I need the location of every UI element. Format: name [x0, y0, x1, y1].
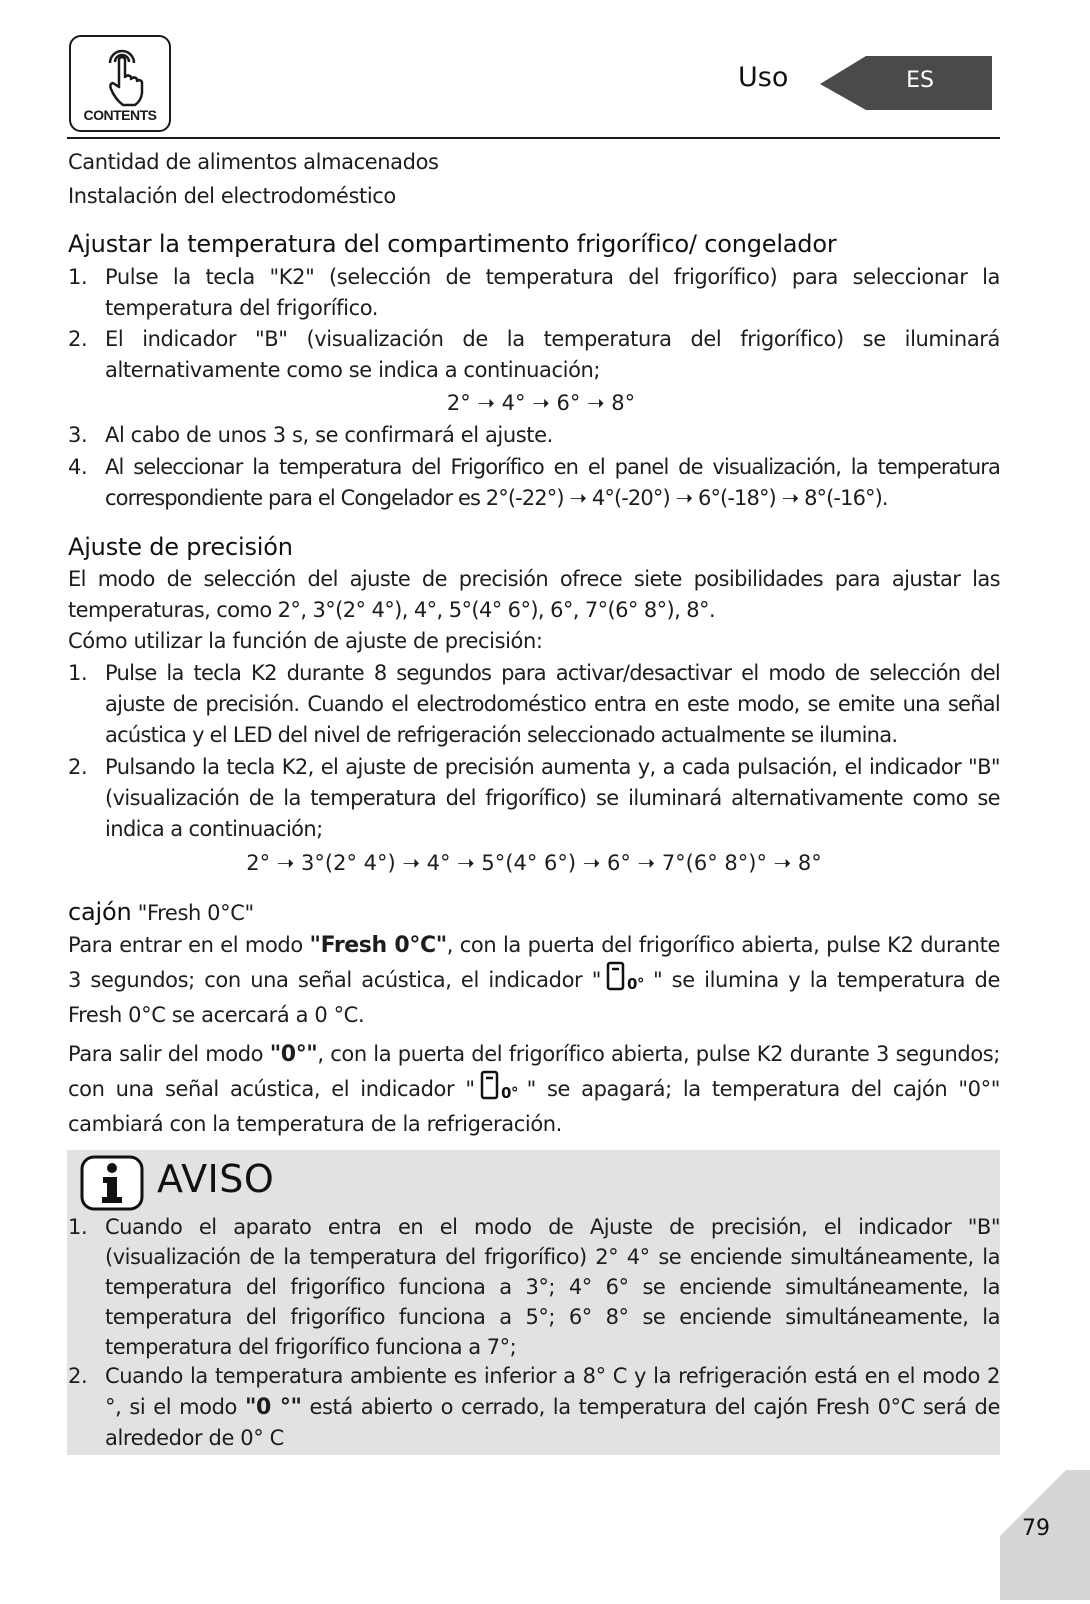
adjust-item-1-number: 1.: [68, 265, 88, 289]
intro-line-1: Cantidad de alimentos almacenados: [68, 150, 439, 174]
aviso-zero-mode: "0 °": [244, 1395, 302, 1420]
adjust-sequence: 2° ➝ 4° ➝ 6° ➝ 8°: [446, 391, 636, 415]
fresh-zero-icon: [479, 1070, 523, 1109]
info-icon: [80, 1155, 144, 1215]
precision-item-1-number: 1.: [68, 661, 88, 685]
precision-paragraph-1: El modo de selección del ajuste de precisión ofrece siete posibilidades para ajustar las temperaturas, como 2°, 3°(2° 4°), 4°, 5°(4° 6°), 6°, 7°(6° 8°), 8°.: [68, 567, 1000, 622]
aviso-item-2-text-a: Cuando la temperatura ambiente es inferior a 8° C y la refrigeración está en el modo 2 °, si el modo: [105, 1364, 1000, 1419]
touch-hand-icon: [97, 41, 147, 107]
adjust-item-2: El indicador "B" (visualización de la temperatura del frigorífico) se iluminará alternativamente como se indica a continuación;: [105, 327, 1000, 382]
aviso-item-2-number: 2.: [68, 1364, 88, 1388]
adjust-item-3: Al cabo de unos 3 s, se confirmará el ajuste.: [105, 423, 553, 447]
intro-line-2: Instalación del electrodoméstico: [68, 184, 396, 208]
language-label: ES: [906, 68, 934, 93]
fresh-heading-word: cajón: [68, 898, 132, 926]
fresh-heading: [68, 896, 254, 929]
adjust-item-4-number: 4.: [68, 455, 88, 479]
precision-sequence: 2° ➝ 3°(2° 4°) ➝ 4° ➝ 5°(4° 6°) ➝ 6° ➝ 7°(6° 8°)° ➝ 8°: [246, 851, 822, 875]
precision-item-1: Pulse la tecla K2 durante 8 segundos para activar/desactivar el modo de selección del ajuste de precisión. Cuando el electrodoméstico entra en este modo, se emite una señal acústica y el LED del nivel de refrigeración seleccionado actualmente se ilumina.: [105, 661, 1000, 747]
fresh-p2-text-b: , con la puerta del frigorífico abierta, pulse K2 durante 3 segundos; con una señal acústica, el indicador ": [68, 1042, 1000, 1101]
fresh-p1-text-c: " se ilumina y la temperatura de Fresh 0°C se acercará a 0 °C.: [68, 968, 1000, 1027]
fresh-p2-text-c: " se apagará; la temperatura del cajón "0°" cambiará con la temperatura de la refrigeración.: [68, 1077, 1000, 1136]
language-tab: [820, 56, 1000, 112]
svg-text:0°: 0°: [500, 1084, 518, 1100]
header-divider: [67, 137, 1000, 139]
aviso-title: AVISO: [157, 1157, 275, 1201]
fresh-heading-rest: "Fresh 0°C": [131, 901, 254, 925]
aviso-item-2: [105, 1361, 1000, 1454]
precision-item-2: Pulsando la tecla K2, el ajuste de precisión aumenta y, a cada pulsación, el indicador "B" (visualización de la temperatura del frigorífico) se iluminará alternativamente como se indica a continuación;: [105, 755, 1000, 841]
contents-button[interactable]: [69, 35, 171, 132]
adjust-item-3-number: 3.: [68, 423, 88, 447]
section-title: Uso: [738, 62, 789, 93]
aviso-item-1: Cuando el aparato entra en el modo de Ajuste de precisión, el indicador "B" (visualización de la temperatura del frigorífico) 2° 4° se enciende simultáneamente, la temperatura del frigorífico funciona a 3°; 4° 6° se enciende simultáneamente, la temperatura del frigorífico funciona a 5°; 6° 8° se enciende simultáneamente, la temperatura del frigorífico funciona a 7°;: [105, 1215, 1000, 1359]
fresh-paragraph-2: [68, 1039, 1000, 1140]
fresh-p2-text-a: Para salir del modo: [68, 1042, 270, 1066]
aviso-item-1-number: 1.: [68, 1215, 88, 1239]
svg-text:0°: 0°: [626, 975, 645, 991]
page-number: 79: [1022, 1516, 1050, 1541]
adjust-item-4: Al seleccionar la temperatura del Frigorífico en el panel de visualización, la temperatura correspondiente para el Congelador es 2°(-22°) ➝ 4°(-20°) ➝ 6°(-18°) ➝ 8°(-16°).: [105, 455, 1000, 510]
fresh-p1-text-a: Para entrar en el modo: [68, 933, 310, 957]
precision-heading: Ajuste de precisión: [68, 533, 293, 561]
zero-mode-name: "0°": [269, 1042, 318, 1067]
fresh-mode-name: "Fresh 0°C": [309, 933, 447, 958]
adjust-heading: Ajustar la temperatura del compartimento frigorífico/ congelador: [68, 230, 837, 258]
contents-label: CONTENTS: [83, 107, 157, 123]
fresh-paragraph-1: [68, 930, 1000, 1031]
fresh-zero-icon: [605, 961, 649, 1000]
adjust-item-1: Pulse la tecla "K2" (selección de temperatura del frigorífico) para seleccionar la temperatura del frigorífico.: [105, 265, 1000, 320]
adjust-item-2-number: 2.: [68, 327, 88, 351]
precision-item-2-number: 2.: [68, 755, 88, 779]
precision-paragraph-2: Cómo utilizar la función de ajuste de precisión:: [68, 629, 543, 653]
fresh-p1-text-b: , con la puerta del frigorífico abierta, pulse K2 durante 3 segundos; con una señal acústica, el indicador ": [68, 933, 1001, 992]
aviso-item-2-text-b: está abierto o cerrado, la temperatura del cajón Fresh 0°C será de alrededor de 0° C: [105, 1395, 1000, 1450]
